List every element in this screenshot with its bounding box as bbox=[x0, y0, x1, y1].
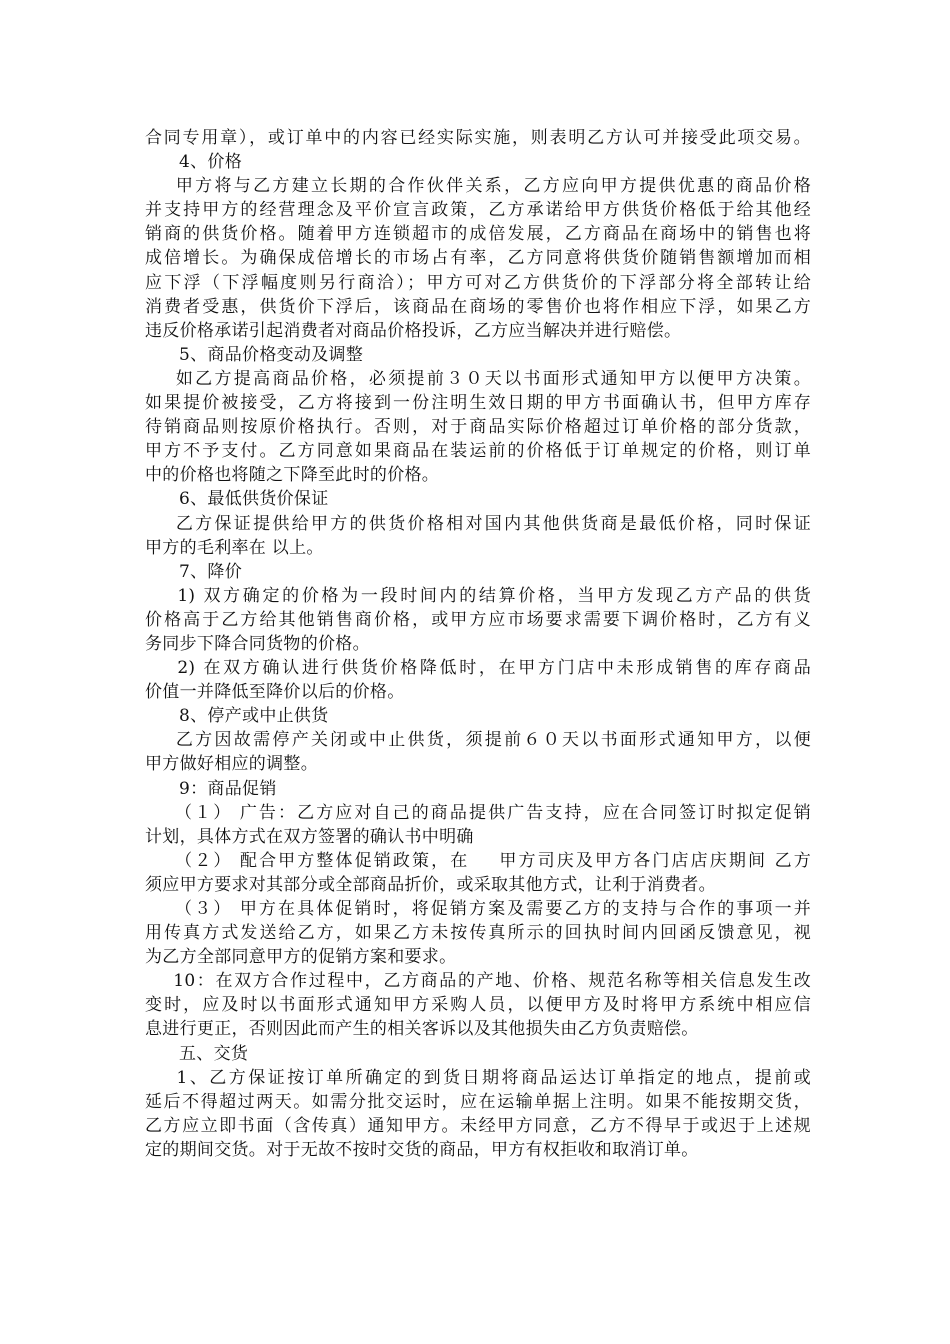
paragraph-line: 违反价格承诺引起消费者对商品价格投诉，乙方应当解决并进行赔偿。 bbox=[145, 320, 682, 341]
section-heading: 8、停产或中止供货 bbox=[179, 706, 329, 727]
paragraph-line: 定的期间交货。对于无故不按时交货的商品，甲方有权拒收和取消订单。 bbox=[145, 1139, 699, 1160]
section-heading: 4、价格 bbox=[179, 152, 243, 173]
paragraph-line: 用传真方式发送给乙方，如果乙方未按传真所示的回执时间内回函反馈意见，视 bbox=[145, 923, 811, 944]
paragraph-line: 息进行更正，否则因此而产生的相关客诉以及其他损失由乙方负责赔偿。 bbox=[145, 1019, 699, 1040]
paragraph-line: 甲方的毛利率在 以上。 bbox=[145, 537, 324, 558]
paragraph-line: 中的价格也将随之下降至此时的价格。 bbox=[145, 465, 440, 486]
paragraph-line: 乙方保证提供给甲方的供货价格相对国内其他供货商是最低价格，同时保证 bbox=[145, 513, 811, 534]
paragraph-line: 销商的供货价格。随着甲方连锁超市的成倍发展，乙方商品在商场中的销售也将 bbox=[145, 224, 811, 245]
paragraph-line: 价格高于乙方给其他销售商价格，或甲方应市场要求需要下调价格时，乙方有义 bbox=[145, 609, 811, 630]
paragraph-line: 并支持甲方的经营理念及平价宣言政策，乙方承诺给甲方供货价格低于给其他经 bbox=[145, 200, 811, 221]
paragraph-line: 须应甲方要求对其部分或全部商品折价，或采取其他方式，让利于消费者。 bbox=[145, 874, 716, 895]
paragraph-line: 乙方应立即书面（含传真）通知甲方。未经甲方同意，乙方不得早于或迟于上述规 bbox=[145, 1115, 811, 1136]
paragraph-line: （３） 甲方在具体促销时，将促销方案及需要乙方的支持与合作的事项一并 bbox=[145, 899, 811, 919]
document-body bbox=[145, 126, 811, 1162]
paragraph-line: 甲方不予支付。乙方同意如果商品在装运前的价格低于订单规定的价格，则订单 bbox=[145, 441, 811, 462]
paragraph-line: 延后不得超过两天。如需分批交运时，应在运输单据上注明。如果不能按期交货， bbox=[145, 1091, 811, 1112]
section-heading: 6、最低供货价保证 bbox=[179, 489, 329, 510]
paragraph-line: 如果提价被接受，乙方将接到一份注明生效日期的甲方书面确认书，但甲方库存 bbox=[145, 393, 811, 414]
paragraph-line: 1) 双方确定的价格为一段时间内的结算价格，当甲方发现乙方产品的供货 bbox=[145, 585, 811, 606]
paragraph-line: 合同专用章），或订单中的内容已经实际实施，则表明乙方认可并接受此项交易。 bbox=[145, 128, 811, 148]
paragraph-line: 1、乙方保证按订单所确定的到货日期将商品运达订单指定的地点，提前或 bbox=[145, 1067, 811, 1088]
paragraph-line: 待销商品则按原价格执行。否则，对于商品实际价格超过订单价格的部分货款， bbox=[145, 417, 811, 438]
paragraph-line: （１） 广告：乙方应对自己的商品提供广告支持，应在合同签订时拟定促销 bbox=[145, 802, 811, 823]
paragraph-line: 价值一并降低至降价以后的价格。 bbox=[145, 682, 405, 703]
paragraph-line: （２） 配合甲方整体促销政策，在 甲方司庆及甲方各门店店庆期间 乙方 bbox=[145, 850, 811, 871]
section-heading: 五、交货 bbox=[179, 1043, 249, 1064]
section-heading: 9：商品促销 bbox=[179, 778, 277, 799]
paragraph-line: 10：在双方合作过程中，乙方商品的产地、价格、规范名称等相关信息发生改 bbox=[145, 971, 811, 992]
paragraph-line: 务同步下降合同货物的价格。 bbox=[145, 633, 370, 654]
paragraph-line: 甲方将与乙方建立长期的合作伙伴关系，乙方应向甲方提供优惠的商品价格 bbox=[145, 176, 811, 197]
paragraph-line: 为乙方全部同意甲方的促销方案和要求。 bbox=[145, 947, 457, 968]
paragraph-line: 2) 在双方确认进行供货价格降低时，在甲方门店中未形成销售的库存商品 bbox=[145, 658, 811, 679]
paragraph-line: 如乙方提高商品价格，必须提前３０天以书面形式通知甲方以便甲方决策。 bbox=[145, 368, 811, 389]
paragraph-line: 应下浮（下浮幅度则另行商洽）；甲方可对乙方供货价的下浮部分将全部转让给 bbox=[145, 272, 811, 293]
section-heading: 7、降价 bbox=[179, 561, 243, 582]
paragraph-line: 乙方因故需停产关闭或中止供货，须提前６０天以书面形式通知甲方，以便 bbox=[145, 730, 811, 751]
paragraph-line: 变时，应及时以书面形式通知甲方采购人员，以便甲方及时将甲方系统中相应信 bbox=[145, 995, 811, 1016]
section-heading: 5、商品价格变动及调整 bbox=[179, 344, 364, 365]
paragraph-line: 成倍增长。为确保成倍增长的市场占有率，乙方同意将供货价随销售额增加而相 bbox=[145, 248, 811, 269]
paragraph-line: 甲方做好相应的调整。 bbox=[145, 754, 318, 775]
paragraph-line: 消费者受惠，供货价下浮后，该商品在商场的零售价也将作相应下浮，如果乙方 bbox=[145, 296, 811, 317]
paragraph-line: 计划，具体方式在双方签署的确认书中明确 bbox=[145, 826, 474, 847]
